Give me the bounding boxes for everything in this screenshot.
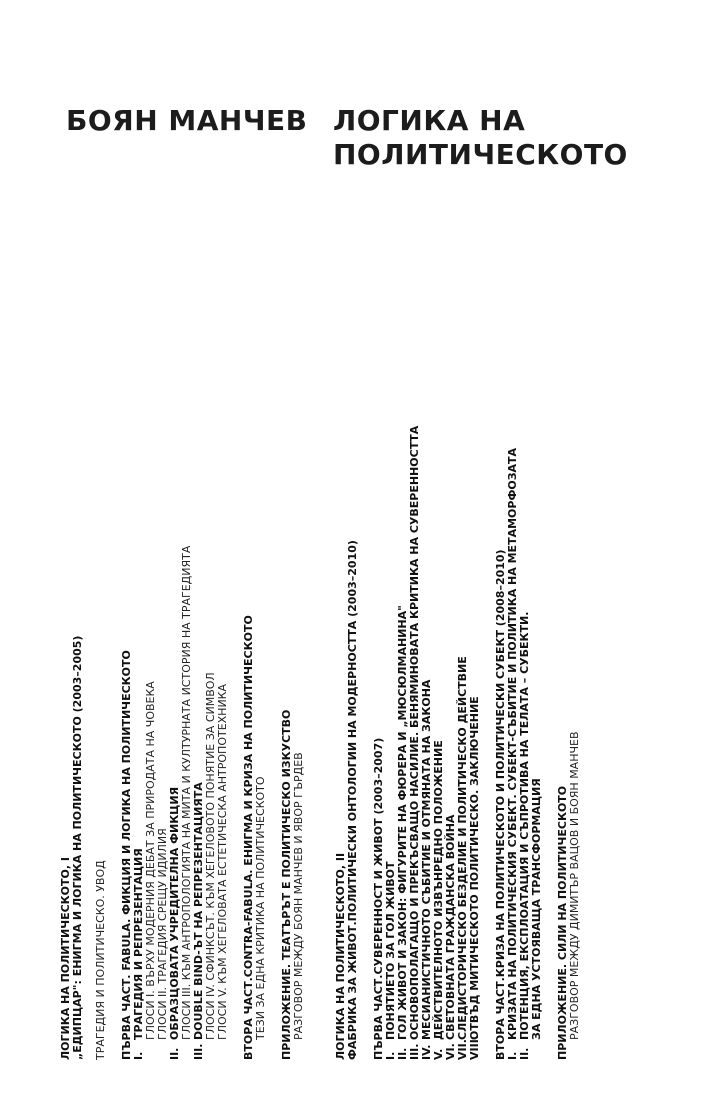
toc-p2-item: II.ГОЛ ЖИВОТ И ЗАКОН: ФИГУРИТЕ НА ФЮРЕРА И „МЮСЮЛМАНИНА" <box>396 605 409 1060</box>
toc-p2-second-item-2: II.ПОТЕНЦИЯ, ЕКСПЛОАТАЦИЯ И СЪПРОТИВА НА ТЕЛАТА – СУБЕКТИ. <box>518 611 531 1060</box>
book-title <box>333 104 628 172</box>
toc-fp-item-3: III.DOUBLE BIND-ЪТ НА РЕПРЕЗЕНТАЦИЯТА <box>192 782 205 1060</box>
toc-p2-item: VI.СВЕТОВНАТА ГРАЖДАНСКА ВОЙНА <box>444 814 457 1060</box>
toc-p2-item: III.ОСНОВОПОЛАГАЩО И ПРЕКЪСВАЩО НАСИЛИЕ. БЕНЯМИНОВАТА КРИТИКА НА СУВЕРЕННОСТТА <box>408 425 421 1060</box>
toc-fp-gloss-2: ГЛОСИ II. ТРАГЕДИЯ СРЕЩУ ИДИЛИЯ <box>156 828 169 1040</box>
toc-fp-gloss-5: ГЛОСИ V. КЪМ ХЕГЕЛОВАТА ЕСТЕТИЧЕСКА АНТРОПОТЕХНИКА <box>216 683 229 1040</box>
toc-fp-gloss-4: ГЛОСИ IV. СФИНКСЪТ. КЪМ ХЕГЕЛОВОТО ПОНЯТИЕ ЗА СИМВОЛ <box>204 672 217 1040</box>
toc-fp-item-1: I.ТРАГЕДИЯ И РЕПРЕЗЕНТАЦИЯ <box>132 848 145 1060</box>
toc-second-part: ВТОРА ЧАСТ.CONTRA-FABULA. ЕНИГМА И КРИЗА НА ПОЛИТИЧЕСКОТО <box>242 615 255 1060</box>
toc-fp-item-1-text: ТРАГЕДИЯ И РЕПРЕЗЕНТАЦИЯ <box>132 848 145 1040</box>
toc-p2-first-part: ПЪРВА ЧАСТ.СУВЕРЕННОСТ И ЖИВОТ (2003–2007) <box>372 737 385 1060</box>
toc-appendix-1-sub: РАЗГОВОР МЕЖДУ БОЯН МАНЧЕВ И ЯВОР ГЪРДЕВ <box>292 752 305 1040</box>
toc-p2-second-item-1: I.КРИЗАТА НА ПОЛИТИЧЕСКИЯ СУБЕКТ. СУБЕКТ-СЪБИТИЕ И ПОЛИТИКА НА МЕТАМОРФОЗАТА <box>506 447 519 1060</box>
toc-part1-subtitle: „ЕДИПЦАР": ЕНИГМА И ЛОГИКА НА ПОЛИТИЧЕСКОТО (2003–2005) <box>71 635 84 1060</box>
toc-p2-second-part: ВТОРА ЧАСТ.КРИЗА НА ПОЛИТИЧЕСКОТО И ПОЛИТИЧЕСКИ СУБЕКТ (2008–2010) <box>494 549 507 1060</box>
table-of-contents <box>60 370 620 1060</box>
book-title-line-1: ЛОГИКА НА <box>333 104 526 137</box>
toc-fp-gloss-3: ГЛОСИ III. КЪМ АНТРОПОЛОГИЯТА НА МИТА И КУЛТУРНАТА ИСТОРИЯ НА ТРАГЕДИЯТА <box>180 545 193 1040</box>
toc-part2-heading: ЛОГИКА НА ПОЛИТИЧЕСКОТО, II <box>334 852 347 1060</box>
author-name: БОЯН МАНЧЕВ <box>66 104 308 137</box>
toc-p2-item: IV.МЕСИАНИСТИЧНОТО СЪБИТИЕ И ОТМЯНАТА НА ЗАКОНА <box>420 679 433 1060</box>
toc-part1-heading: ЛОГИКА НА ПОЛИТИЧЕСКОТО, I <box>59 857 72 1060</box>
toc-part2-subtitle: ФАБРИКА ЗА ЖИВОТ.ПОЛИТИЧЕСКИ ОНТОЛОГИИ НА МОДЕРНОСТТА (2003–2010) <box>346 540 359 1060</box>
book-title-line-2: ПОЛИТИЧЕСКОТО <box>333 138 628 171</box>
toc-appendix-2: ПРИЛОЖЕНИЕ. СИЛИ НА ПОЛИТИЧЕСКОТО <box>556 785 569 1060</box>
toc-fp-item-2-text: ОБРАЗЦОВАТА УЧРЕДИТЕЛНА ФИКЦИЯ <box>168 786 181 1040</box>
toc-fp-item-3-text: DOUBLE BIND-ЪТ НА РЕПРЕЗЕНТАЦИЯТА <box>192 782 205 1040</box>
toc-fp-item-2: II.ОБРАЗЦОВАТА УЧРЕДИТЕЛНА ФИКЦИЯ <box>168 786 181 1060</box>
toc-fp-gloss-1: ГЛОСИ I. ВЪРХУ МОДЕРНИЯ ДЕБАТ ЗА ПРИРОДАТА НА ЧОВЕКА <box>144 681 157 1040</box>
toc-appendix-1: ПРИЛОЖЕНИЕ. ТЕАТЪРЪТ Е ПОЛИТИЧЕСКО ИЗКУСТВО <box>280 709 293 1060</box>
toc-p2-second-item-2-cont: ЗА ЕДНА УСТОЯВАЩА ТРАНСФОРМАЦИЯ <box>530 778 543 1040</box>
toc-p2-item: V.ДЕЙСТВИТЕЛНОТО ИЗВЪНРЕДНО ПОЛОЖЕНИЕ <box>432 740 445 1060</box>
toc-intro: ТРАГЕДИЯ И ПОЛИТИЧЕСКО. УВОД <box>94 860 107 1060</box>
toc-p2-item: VII.СЛЕДИСТОРИЧЕСКО БЕЗДЕЛИЕ И ПОЛИТИЧЕСКО ДЕЙСТВИЕ <box>456 656 469 1060</box>
toc-appendix-2-sub: РАЗГОВОР МЕЖДУ ДИМИТЪР ВАЦОВ И БОЯН МАНЧЕВ <box>568 731 581 1040</box>
toc-first-part: ПЪРВА ЧАСТ. FABULA. ФИКЦИЯ И ЛОГИКА НА ПОЛИТИЧЕСКОТО <box>120 650 133 1060</box>
toc-p2-item: VIII.ОТВЪД МИТИЧЕСКОТО ПОЛИТИЧЕСКО. ЗАКЛЮЧЕНИЕ <box>468 696 481 1060</box>
toc-second-sub: ТЕЗИ ЗА ЕДНА КРИТИКА НА ПОЛИТИЧЕСКОТО <box>254 776 267 1040</box>
toc-p2-item: I.ПОНЯТИЕТО ЗА ГОЛ ЖИВОТ <box>384 861 397 1060</box>
